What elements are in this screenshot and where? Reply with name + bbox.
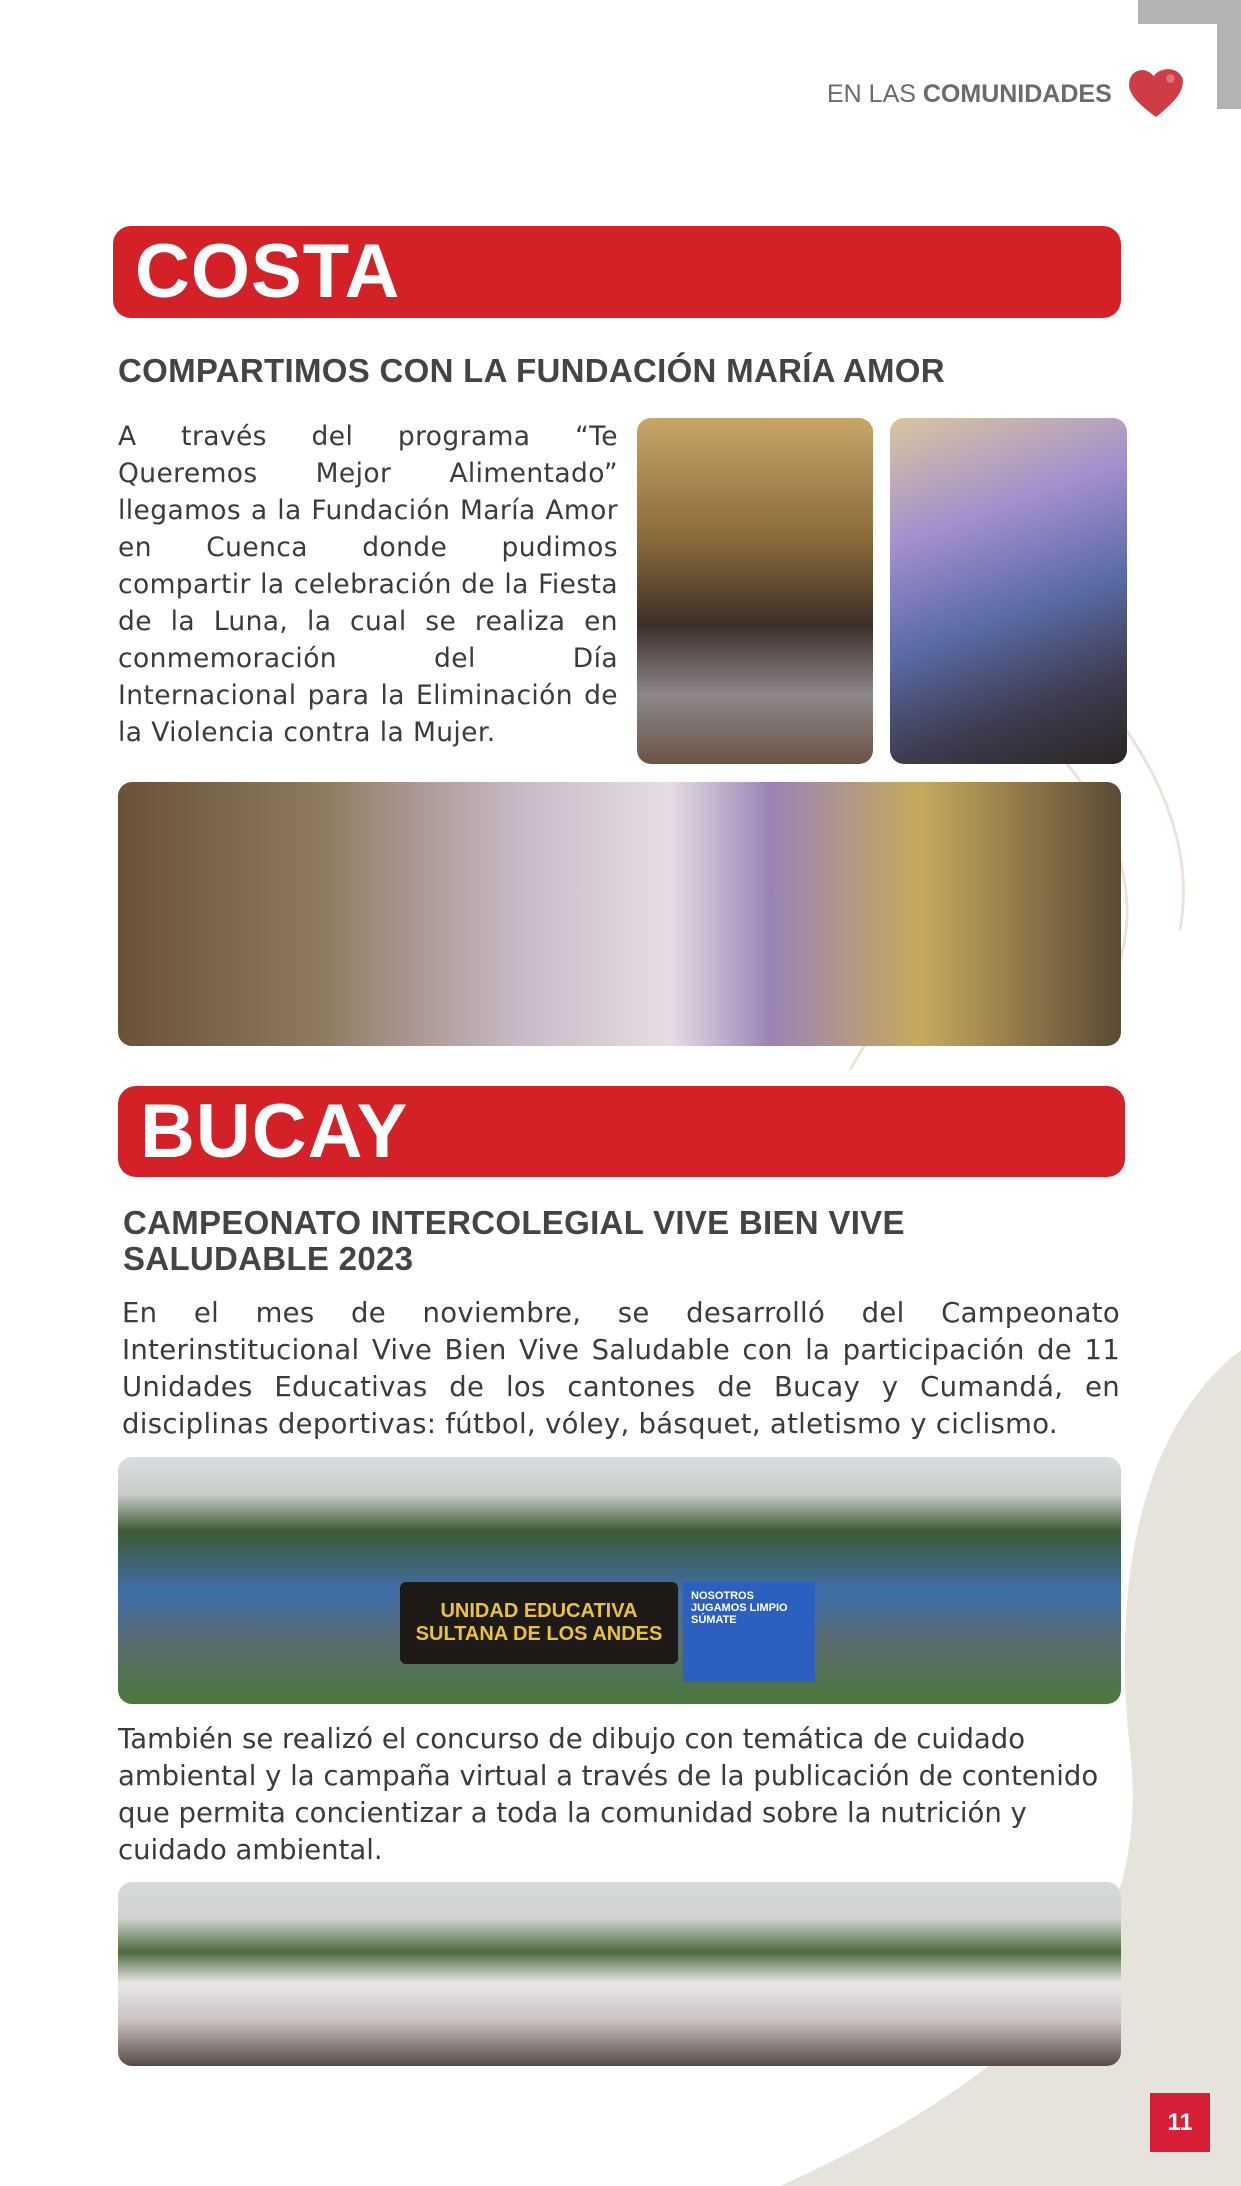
header-bold: COMUNIDADES (922, 80, 1112, 108)
photo-students-group-white (118, 1882, 1121, 2066)
costa-banner (113, 226, 1121, 318)
costa-banner-label: COSTA (135, 229, 401, 314)
heart-icon (1127, 65, 1185, 121)
fair-play-sign-text: NOSOTROS JUGAMOS LIMPIO SÚMATE (691, 1590, 788, 1626)
page-number: 11 (1167, 2108, 1193, 2136)
bucay-banner (118, 1086, 1125, 1177)
section-header (827, 80, 1112, 109)
school-banner-text: UNIDAD EDUCATIVA SULTANA DE LOS ANDES (415, 1600, 663, 1645)
bucay-paragraph-2: También se realizó el concurso de dibujo con temática de cuidado ambiental y la campaña virtual a través de la publicación de contenido que permita concientizar a toda la comunidad sobre la nutrición y cuidado ambiental. (118, 1723, 1099, 1866)
costa-heading: COMPARTIMOS CON LA FUNDACIÓN MARÍA AMOR (118, 352, 945, 389)
fair-play-sign (683, 1582, 815, 1682)
photo-three-women (637, 418, 873, 764)
page-number-badge (1150, 2093, 1210, 2152)
photo-students-group-banner (118, 1457, 1121, 1704)
bucay-paragraph-1: En el mes de noviembre, se desarrolló del Campeonato Interinstitucional Vive Bien Vive Saludable con la participación de 11 Unidades Educativas de los cantones de Bucay y Cumandá, en disciplinas deportivas: fútbol, vóley, básquet, atletismo y ciclismo. (122, 1297, 1120, 1440)
costa-paragraph: A través del programa “Te Queremos Mejor Alimentado” llegamos a la Fundación María Amor en Cuenca donde pudimos compartir la celebración de la Fiesta de la Luna, la cual se realiza en conmemoración del Día Internacional para la Eliminación de la Violencia contra la Mujer. (118, 421, 618, 748)
header-prefix: EN LAS (827, 80, 923, 108)
school-banner (400, 1582, 678, 1664)
photo-woman-speaking (890, 418, 1127, 764)
bucay-banner-label: BUCAY (140, 1088, 409, 1174)
bucay-heading: CAMPEONATO INTERCOLEGIAL VIVE BIEN VIVE SALUDABLE 2023 (123, 1204, 905, 1277)
photo-dance-performance (118, 782, 1121, 1046)
